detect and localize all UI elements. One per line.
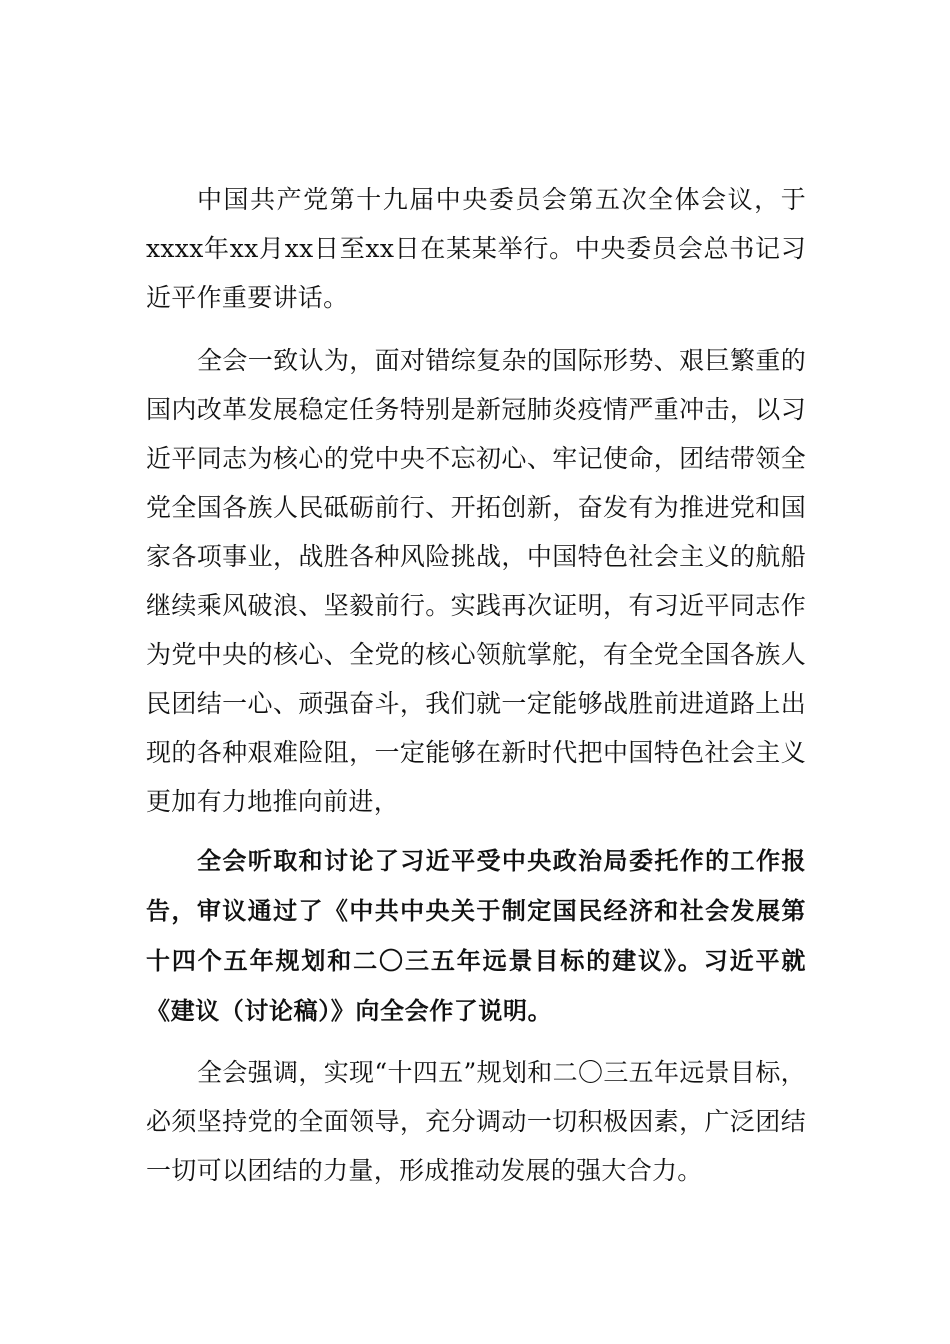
document-body [146, 175, 806, 1195]
paragraph-plenary-session: 中国共产党第十九届中央委员会第五次全体会议，于xxxx年xx月xx日至xx日在某某举行。中央委员会总书记习近平作重要讲话。 [146, 185, 806, 312]
paragraph-plenary-consensus: 全会一致认为，面对错综复杂的国际形势、艰巨繁重的国内改革发展稳定任务特别是新冠肺炎疫情严重冲击，以习近平同志为核心的党中央不忘初心、牢记使命，团结带领全党全国各族人民砥砺前行、开拓创新，奋发有为推进党和国家各项事业，战胜各种风险挑战，中国特色社会主义的航船继续乘风破浪、坚毅前行。实践再次证明，有习近平同志作为党中央的核心、全党的核心领航掌舵，有全党全国各族人民团结一心、顽强奋斗，我们就一定能够战胜前进道路上出现的各种艰难险阻，一定能够在新时代把中国特色社会主义更加有力地推向前进， [146, 346, 806, 816]
paragraph-plenary-emphasis: 全会强调，实现“十四五”规划和二〇三五年远景目标，必须坚持党的全面领导，充分调动一切积极因素，广泛团结一切可以团结的力量，形成推动发展的强大合力。 [146, 1058, 806, 1185]
paragraph-work-report: 全会听取和讨论了习近平受中央政治局委托作的工作报告，审议通过了《中共中央关于制定国民经济和社会发展第十四个五年规划和二〇三五年远景目标的建议》。习近平就《建议（讨论稿）》向全会作了说明。 [146, 847, 806, 1025]
